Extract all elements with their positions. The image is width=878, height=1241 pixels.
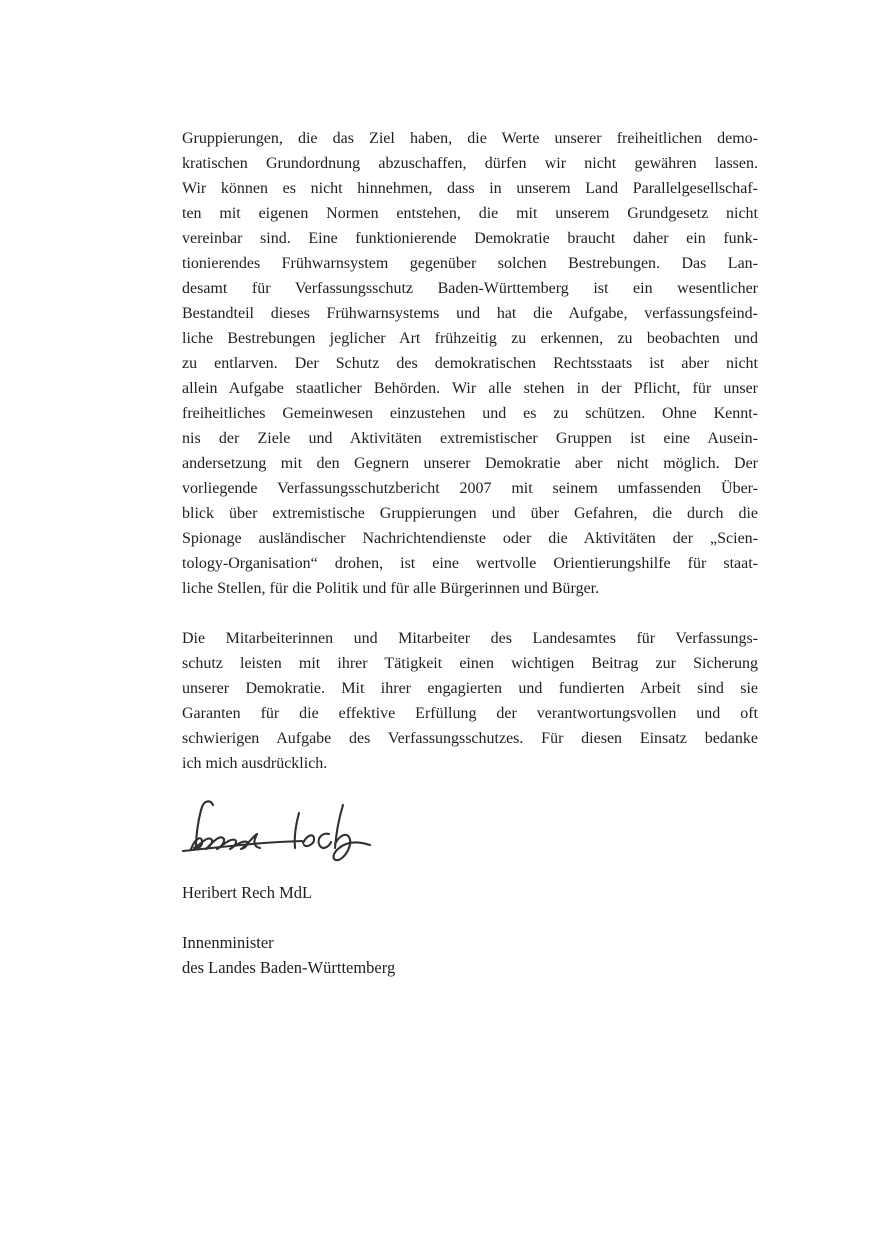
text-line: Wir können es nicht hinnehmen, dass in unserem Land Parallelgesellschaf- <box>182 180 758 197</box>
text-line: allein Aufgabe staatlicher Behörden. Wir alle stehen in der Pflicht, für unser <box>182 380 758 397</box>
text-line: vorliegende Verfassungsschutzbericht 2007 mit seinem umfassenden Über- <box>182 480 758 497</box>
text-line: andersetzung mit den Gegnern unserer Demokratie aber nicht möglich. Der <box>182 455 758 472</box>
signatory-name: Heribert Rech MdL <box>182 883 313 902</box>
text-line: Gruppierungen, die das Ziel haben, die Werte unserer freiheitlichen demo- <box>182 130 758 147</box>
text-line: liche Bestrebungen jeglicher Art frühzeitig zu erkennen, zu beobachten und <box>182 330 758 347</box>
foreword-paragraph-2 <box>182 626 758 776</box>
text-line: tionierendes Frühwarnsystem gegenüber solchen Bestrebungen. Das Lan- <box>182 255 758 272</box>
text-line: vereinbar sind. Eine funktionierende Demokratie braucht daher ein funk- <box>182 230 758 247</box>
signatory-title-line-2: des Landes Baden-Württemberg <box>182 958 396 977</box>
text-line: Garanten für die effektive Erfüllung der verantwortungsvollen und oft <box>182 705 758 722</box>
signatory-title-line-1: Innenminister <box>182 933 274 952</box>
text-line: Spionage ausländischer Nachrichtendienste oder die Aktivitäten der „Scien- <box>182 530 758 547</box>
text-line: zu entlarven. Der Schutz des demokratischen Rechtsstaats ist aber nicht <box>182 355 758 372</box>
foreword-paragraph-1 <box>182 126 758 601</box>
text-line: Die Mitarbeiterinnen und Mitarbeiter des Landesamtes für Verfassungs- <box>182 630 758 647</box>
signatory-title <box>182 930 758 980</box>
text-line: schwierigen Aufgabe des Verfassungsschutzes. Für diesen Einsatz bedanke <box>182 730 758 747</box>
text-line: schutz leisten mit ihrer Tätigkeit einen wichtigen Beitrag zur Sicherung <box>182 655 758 672</box>
text-line: ten mit eigenen Normen entstehen, die mit unserem Grundgesetz nicht <box>182 205 758 222</box>
text-line: Bestandteil dieses Frühwarnsystems und hat die Aufgabe, verfassungsfeind- <box>182 305 758 322</box>
signature-image <box>182 798 372 864</box>
text-line: unserer Demokratie. Mit ihrer engagierten und fundierten Arbeit sind sie <box>182 680 758 697</box>
handwritten-signature-icon <box>182 798 372 864</box>
text-line: tology-Organisation“ drohen, ist eine wertvolle Orientierungshilfe für staat- <box>182 555 758 572</box>
text-line: freiheitliches Gemeinwesen einzustehen und es zu schützen. Ohne Kennt- <box>182 405 758 422</box>
text-line: ich mich ausdrücklich. <box>182 755 328 772</box>
text-line: liche Stellen, für die Politik und für alle Bürgerinnen und Bürger. <box>182 580 600 597</box>
text-line: nis der Ziele und Aktivitäten extremistischer Gruppen ist eine Ausein- <box>182 430 758 447</box>
text-line: blick über extremistische Gruppierungen und über Gefahren, die durch die <box>182 505 758 522</box>
text-line: kratischen Grundordnung abzuschaffen, dürfen wir nicht gewähren lassen. <box>182 155 758 172</box>
text-line: desamt für Verfassungsschutz Baden-Württemberg ist ein wesentlicher <box>182 280 758 297</box>
foreword-text-block <box>182 126 758 980</box>
